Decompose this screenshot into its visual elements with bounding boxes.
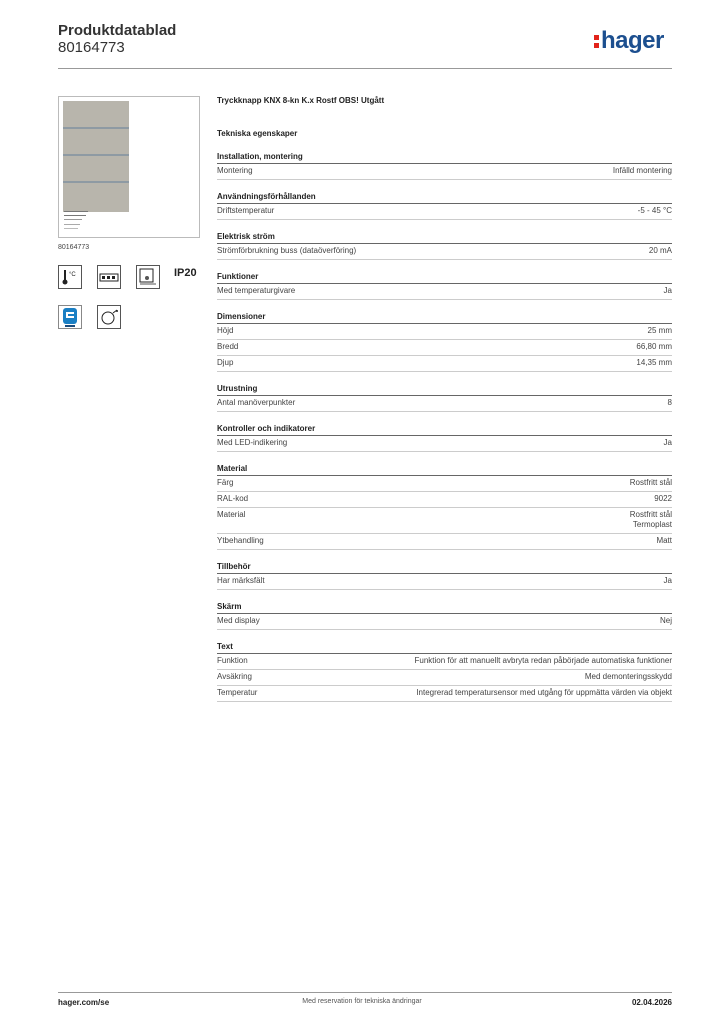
ip-rating: IP20	[174, 267, 197, 279]
spec-label: Med display	[217, 616, 260, 625]
spec-section-title: Elektrisk ström	[217, 232, 672, 244]
spec-row	[217, 244, 672, 260]
spec-row	[217, 614, 672, 630]
spec-label: Har märksfält	[217, 576, 265, 585]
temperature-sensor-icon	[97, 305, 121, 329]
spec-value: Rostfritt stål	[629, 478, 672, 487]
spec-section-title: Text	[217, 642, 672, 654]
spec-value: Ja	[663, 438, 672, 447]
spec-label: Bredd	[217, 342, 239, 351]
spec-row	[217, 396, 672, 412]
spec-section-title: Utrustning	[217, 384, 672, 396]
spec-section-title: Kontroller och indikatorer	[217, 424, 672, 436]
knx-logo-icon	[58, 305, 82, 329]
spec-label: Montering	[217, 166, 253, 175]
plate-slit	[63, 154, 129, 156]
spec-row	[217, 670, 672, 686]
spec-label: Funktion	[217, 656, 248, 665]
spec-section-title: Funktioner	[217, 272, 672, 284]
plate-slit	[63, 181, 129, 183]
spec-row	[217, 340, 672, 356]
spec-sections	[217, 152, 672, 702]
spec-label: Ytbehandling	[217, 536, 264, 545]
spec-section-title: Dimensioner	[217, 312, 672, 324]
spec-section-title: Skärm	[217, 602, 672, 614]
hager-logo	[594, 27, 664, 55]
spec-section	[217, 384, 672, 412]
spec-value: 25 mm	[647, 326, 672, 335]
profile-line	[64, 219, 82, 220]
spec-row	[217, 164, 672, 180]
footer-website[interactable]: hager.com/se	[58, 998, 110, 1007]
spec-section-title: Användningsförhållanden	[217, 192, 672, 204]
logo-text: hager	[601, 27, 664, 54]
profile-line	[64, 224, 80, 225]
knx-glyph	[59, 306, 81, 328]
spec-value: 8	[667, 398, 672, 407]
spec-label: Färg	[217, 478, 234, 487]
spec-label: Material	[217, 510, 246, 519]
spec-section	[217, 642, 672, 702]
spec-value: Rostfritt stål Termoplast	[629, 510, 672, 529]
spec-value: 66,80 mm	[636, 342, 672, 351]
spec-value: Matt	[656, 536, 672, 545]
spec-section-title: Tillbehör	[217, 562, 672, 574]
spec-row	[217, 686, 672, 702]
spec-section-title: Installation, montering	[217, 152, 672, 164]
spec-row	[217, 574, 672, 590]
spec-value: -5 - 45 °C	[637, 206, 672, 215]
product-number: 80164773	[58, 39, 125, 56]
spec-row	[217, 492, 672, 508]
spec-row	[217, 284, 672, 300]
spec-section	[217, 232, 672, 260]
spec-section	[217, 272, 672, 300]
flush-mount-glyph	[137, 266, 159, 288]
spec-label: Djup	[217, 358, 234, 367]
spec-row	[217, 476, 672, 492]
footer-disclaimer: Med reservation för tekniska ändringar	[302, 998, 422, 1005]
logo-dots-icon	[594, 34, 600, 48]
spec-label: Temperatur	[217, 688, 258, 697]
spec-label: Antal manöverpunkter	[217, 398, 296, 407]
spec-value: 9022	[654, 494, 672, 503]
thermometer-icon	[58, 265, 82, 289]
header-divider	[58, 68, 672, 69]
spec-row	[217, 436, 672, 452]
product-name: Tryckknapp KNX 8-kn K.x Rostf OBS! Utgått	[217, 96, 385, 105]
spec-value: Ja	[663, 286, 672, 295]
spec-label: Med temperaturgivare	[217, 286, 296, 295]
spec-value: 20 mA	[648, 246, 672, 255]
svg-text:°C: °C	[69, 272, 76, 278]
spec-value: Integrerad temperatursensor med utgång för uppmätta värden via objekt	[416, 688, 672, 697]
image-caption: 80164773	[58, 244, 90, 251]
spec-label: Driftstemperatur	[217, 206, 275, 215]
profile-line	[64, 215, 86, 216]
device-glyph	[98, 266, 120, 288]
thermometer-glyph	[59, 266, 81, 288]
spec-section	[217, 312, 672, 372]
profile-line	[64, 211, 88, 212]
spec-section	[217, 192, 672, 220]
technical-properties-heading: Tekniska egenskaper	[217, 129, 298, 138]
spec-value: Ja	[663, 576, 672, 585]
spec-value: Nej	[659, 616, 672, 625]
footer-date: 02.04.2026	[631, 998, 672, 1007]
spec-section	[217, 152, 672, 180]
spec-row	[217, 534, 672, 550]
spec-column	[217, 96, 672, 702]
spec-value: 14,35 mm	[636, 358, 672, 367]
spec-section-title: Material	[217, 464, 672, 476]
spec-section	[217, 602, 672, 630]
spec-section	[217, 424, 672, 452]
spec-row	[217, 204, 672, 220]
spec-row	[217, 324, 672, 340]
spec-section	[217, 464, 672, 550]
spec-label: Med LED-indikering	[217, 438, 288, 447]
spec-section	[217, 562, 672, 590]
spec-label: RAL-kod	[217, 494, 249, 503]
device-display-icon	[97, 265, 121, 289]
spec-value: Funktion för att manuellt avbryta redan påbörjade automatiska funktioner	[414, 656, 672, 665]
plate-slit	[63, 127, 129, 129]
profile-line	[64, 228, 78, 229]
spec-value: Med demonteringsskydd	[584, 672, 672, 681]
spec-label: Avsäkring	[217, 672, 252, 681]
spec-label: Höjd	[217, 326, 234, 335]
flush-mount-icon	[136, 265, 160, 289]
footer-divider	[58, 992, 672, 993]
product-image	[58, 96, 200, 238]
push-button-plate	[63, 101, 129, 212]
spec-label: Strömförbrukning buss (dataöverföring)	[217, 246, 357, 255]
page-title: Produktdatablad	[58, 22, 177, 39]
spec-row	[217, 508, 672, 534]
spec-value: Infälld montering	[612, 166, 672, 175]
spec-row	[217, 356, 672, 372]
sensor-glyph	[98, 306, 120, 328]
spec-row	[217, 654, 672, 670]
